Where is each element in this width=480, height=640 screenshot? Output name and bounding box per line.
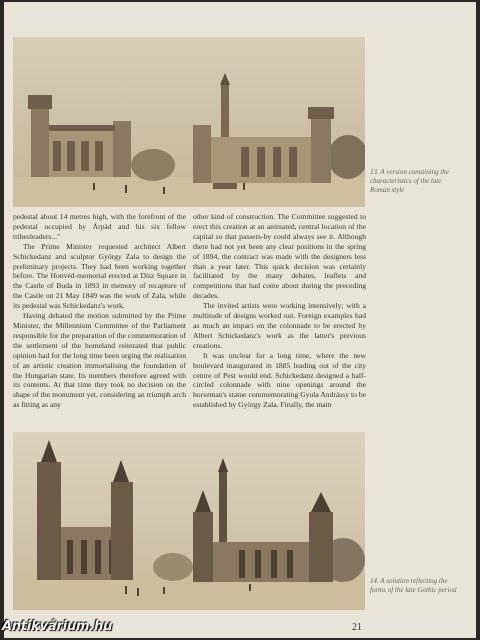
figure-14-gothic-style-drawing [13,432,365,610]
paragraph: other kind of construction. The Committee suggested to erect this creation at an animated, central location of the capital so that passers-by could always see it. Although there had not yet been any clear positions in the spring of 1894, the contract was made with the designers less than a year later. This quick decision was certainly facilitated by the many debates, leaflets and competitions that had come about during the preceding decades. [193,212,366,301]
paragraph: The Prime Minister requested architect Albert Schickedanz and sculptor György Zala to design the preliminary projects. They had been working together before. The Honvéd-memorial erected at Dísz Square in the Castle of Buda in 1893 in memory of recapture of the Castle on 21 May 1849 was the work of Zala, while its pedestal was Schickedanz's work. [13,241,186,311]
figure-13-roman-style-drawing [13,37,365,207]
text-column-left [13,212,186,410]
watermark-logo: Antikvárium.hu [2,619,113,634]
figure-13-caption: 13. A version containing the characteristics of the late Roman style [370,168,449,194]
text-column-right [193,212,366,410]
book-page [4,2,476,638]
paragraph: Having debated the motion submitted by the Prime Minister, the Millennium Committee of the Parliament responsible for the preparation of the commemoration of the settlement of the homeland reiterated that public opinion had for the long time been urging the realisation of an artistic creation immortalising the foundation of the Hungarian state. Its members therefore agreed with its contents. At that time they took no decision on the shape of the monument yet, considering an triumph arch as fitting as any [13,311,186,410]
paragraph: pedestal about 14 metres high, with the forefront of the pedestal occupied by Árpád and his six fellow tribesleaders..." [13,212,186,241]
paragraph: It was unclear for a long time, where the new boulevard inaugurated in 1885 leading out of the city centre of Pest would end. Schickedanz designed a half-circled colonnade with nine openings around the horseman's statue commemorating Gyula Andrássy to be established by György Zala. Finally, the main [193,350,366,410]
page-number: 21 [352,622,362,633]
paragraph: The invited artists were working intensively; with a multitude of designs worked out. Foreign examples had as much an impact on the colonnade to be erected by Albert Schickedanz's work as the latter's previous creations. [193,301,366,350]
figure-14-caption: 14. A solution reflecting the forms of the late Gothic period [370,577,457,594]
